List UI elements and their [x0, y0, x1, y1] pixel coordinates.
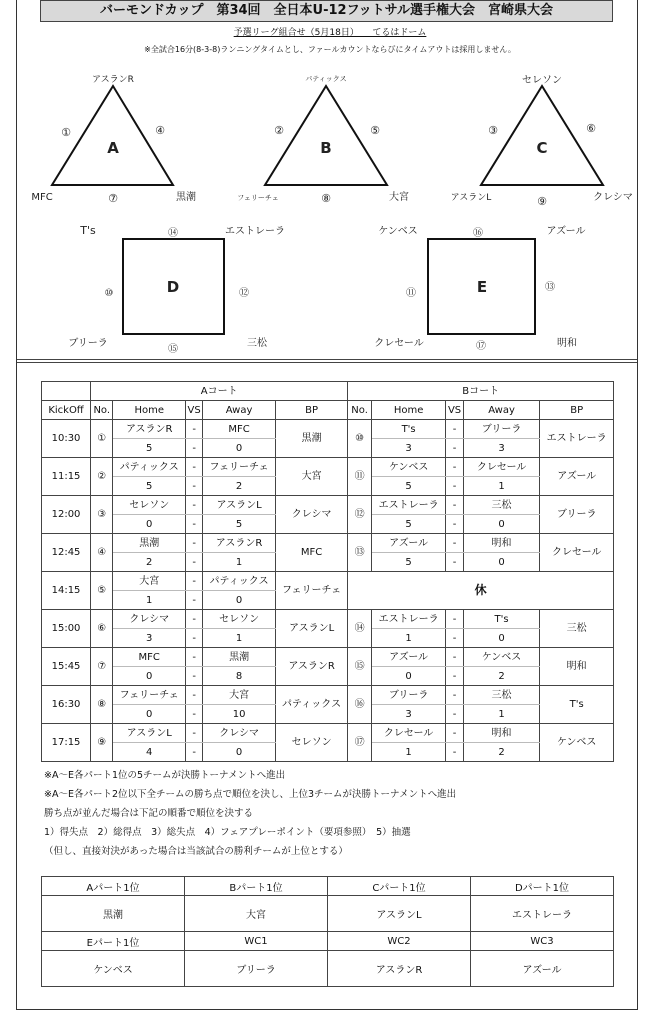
kickoff-time: 11:15 [42, 458, 91, 496]
schedule-body [42, 420, 614, 762]
away-score: 8 [203, 667, 276, 686]
group-diagrams [0, 60, 660, 360]
match-number: ⑪ [348, 458, 371, 496]
qualifier-label: WC1 [185, 932, 328, 951]
match-number: ⑬ [348, 534, 371, 572]
home-score: 5 [113, 477, 186, 496]
home-score: 4 [113, 743, 186, 762]
vs-separator: - [185, 572, 202, 591]
col-vs: VS [185, 401, 202, 420]
bp-team: セレソン [275, 724, 348, 762]
vs-separator: - [185, 496, 202, 515]
group-b [237, 75, 409, 205]
group-e-match-top: ⑯ [473, 228, 483, 239]
vs-separator: - [185, 553, 202, 572]
group-e-team-tr: アズール [546, 226, 586, 237]
bp-team: ブリーラ [540, 496, 614, 534]
qualifier-team: アズール [471, 951, 614, 987]
match-number: ⑩ [348, 420, 371, 458]
qualifier-label: WC3 [471, 932, 614, 951]
court-header-row [42, 382, 614, 401]
away-team: クレセール [463, 458, 540, 477]
home-team: エストレーラ [371, 610, 446, 629]
note-line: （但し、直接対決があった場合は当該試合の勝利チームが上位とする） [44, 846, 348, 857]
match-number: ⑰ [348, 724, 371, 762]
bp-team: アスランR [275, 648, 348, 686]
bp-team: パティックス [275, 686, 348, 724]
vs-separator: - [185, 458, 202, 477]
away-team: アスランR [203, 534, 276, 553]
home-team: セレソン [113, 496, 186, 515]
group-a-label: A [107, 139, 119, 157]
group-d-match-top: ⑭ [168, 228, 178, 239]
match-row [42, 496, 614, 515]
vs-separator: - [446, 496, 463, 515]
home-team: ブリーラ [371, 686, 446, 705]
col-no: No. [348, 401, 371, 420]
home-team: クレセール [371, 724, 446, 743]
bp-team: ケンベス [540, 724, 614, 762]
qualifier-label: WC2 [328, 932, 471, 951]
group-c-match-right: ⑥ [586, 122, 596, 135]
vs-separator: - [185, 724, 202, 743]
away-team: 明和 [463, 534, 540, 553]
bp-team: 明和 [540, 648, 614, 686]
match-row [42, 610, 614, 629]
qualifier-label-row [42, 932, 614, 951]
section-divider [17, 362, 637, 363]
group-d [68, 224, 285, 355]
group-a [31, 74, 196, 205]
qualifier-team: 黒潮 [42, 896, 185, 932]
match-number: ⑤ [91, 572, 113, 610]
group-b-match-right: ⑤ [370, 124, 380, 137]
vs-separator: - [185, 705, 202, 724]
home-team: エストレーラ [371, 496, 446, 515]
home-team: フェリーチェ [113, 686, 186, 705]
bp-team: T's [540, 686, 614, 724]
col-home: Home [371, 401, 446, 420]
kickoff-time: 15:00 [42, 610, 91, 648]
vs-separator: - [446, 648, 463, 667]
group-a-team-top: アスランR [92, 75, 134, 85]
match-row [42, 458, 614, 477]
match-number: ⑨ [91, 724, 113, 762]
home-score: 0 [113, 515, 186, 534]
match-number: ② [91, 458, 113, 496]
match-number: ⑯ [348, 686, 371, 724]
qualifier-team: ブリーラ [185, 951, 328, 987]
vs-separator: - [446, 553, 463, 572]
home-score: 5 [371, 515, 446, 534]
court-a-header: Aコート [91, 382, 348, 401]
page-title: バーモンドカップ 第34回 全日本U-12フットサル選手権大会 宮崎県大会 [40, 0, 613, 22]
group-d-match-right: ⑫ [239, 288, 249, 299]
home-score: 1 [371, 743, 446, 762]
home-score: 0 [113, 705, 186, 724]
group-a-team-left: MFC [31, 192, 53, 203]
vs-separator: - [446, 686, 463, 705]
away-team: 黒潮 [203, 648, 276, 667]
match-number: ① [91, 420, 113, 458]
group-d-team-tl: T's [80, 224, 96, 237]
group-c-team-left: アスランL [450, 193, 492, 203]
bp-team: エストレーラ [540, 420, 614, 458]
vs-separator: - [185, 439, 202, 458]
away-score: 1 [463, 705, 540, 724]
qualifier-label: Eパート1位 [42, 932, 185, 951]
bp-team: 黒潮 [275, 420, 348, 458]
note-line: ※A～E各パート2位以下全チームの勝ち点で順位を決し、上位3チームが決勝トーナメントへ進出 [44, 789, 457, 800]
bp-team: フェリーチェ [275, 572, 348, 610]
match-number: ⑭ [348, 610, 371, 648]
qualifier-team-row [42, 896, 614, 932]
vs-separator: - [185, 648, 202, 667]
match-number: ⑥ [91, 610, 113, 648]
group-e-label: E [476, 278, 488, 296]
home-team: MFC [113, 648, 186, 667]
away-team: アスランL [203, 496, 276, 515]
vs-separator: - [446, 458, 463, 477]
vs-separator: - [446, 477, 463, 496]
home-score: 3 [371, 705, 446, 724]
group-b-team-top: パティックス [305, 75, 347, 83]
vs-separator: - [185, 743, 202, 762]
qualifier-team: 大宮 [185, 896, 328, 932]
vs-separator: - [446, 610, 463, 629]
away-score: 1 [203, 629, 276, 648]
qualifier-team: エストレーラ [471, 896, 614, 932]
away-team: T's [463, 610, 540, 629]
match-row [42, 686, 614, 705]
home-team: 大宮 [113, 572, 186, 591]
home-score: 5 [371, 477, 446, 496]
note-line: 勝ち点が並んだ場合は下記の順番で順位を決する [44, 808, 254, 819]
notes [44, 766, 456, 861]
kickoff-time: 12:45 [42, 534, 91, 572]
home-score: 5 [113, 439, 186, 458]
home-score: 3 [113, 629, 186, 648]
home-score: 1 [371, 629, 446, 648]
bp-team: アズール [540, 458, 614, 496]
qualifier-label-row [42, 877, 614, 896]
vs-separator: - [185, 629, 202, 648]
qualifier-team-row [42, 951, 614, 987]
bp-team: アスランL [275, 610, 348, 648]
vs-separator: - [446, 534, 463, 553]
group-e-match-right: ⑬ [545, 282, 555, 293]
col-away: Away [463, 401, 540, 420]
home-score: 5 [371, 553, 446, 572]
group-a-match-right: ④ [155, 124, 165, 137]
vs-separator: - [185, 686, 202, 705]
group-c-label: C [536, 139, 548, 157]
away-team: MFC [203, 420, 276, 439]
vs-separator: - [185, 610, 202, 629]
group-d-label: D [166, 278, 180, 296]
bp-team: 大宮 [275, 458, 348, 496]
away-team: クレシマ [203, 724, 276, 743]
vs-separator: - [446, 743, 463, 762]
home-score: 1 [113, 591, 186, 610]
kickoff-time: 17:15 [42, 724, 91, 762]
away-score: 0 [463, 515, 540, 534]
qualifiers-table [41, 876, 614, 987]
kickoff-time: 16:30 [42, 686, 91, 724]
qualifier-label: Dパート1位 [471, 877, 614, 896]
group-e-team-tl: ケンベス [378, 226, 418, 237]
away-score: 1 [203, 553, 276, 572]
qualifier-label: Bパート1位 [185, 877, 328, 896]
home-team: アズール [371, 648, 446, 667]
away-team: フェリーチェ [203, 458, 276, 477]
vs-separator: - [446, 724, 463, 743]
home-team: アズール [371, 534, 446, 553]
rest-cell: 休 [348, 572, 614, 610]
match-row [42, 648, 614, 667]
home-score: 0 [113, 667, 186, 686]
schedule-table [41, 381, 614, 762]
group-d-match-left: ⑩ [104, 288, 114, 299]
vs-separator: - [446, 420, 463, 439]
col-bp: BP [275, 401, 348, 420]
vs-separator: - [446, 439, 463, 458]
subtitle: 予選リーグ組合せ（5月18日） てるはドーム [233, 28, 427, 38]
away-score: 0 [463, 553, 540, 572]
group-e-match-bottom: ⑰ [476, 341, 486, 352]
col-kickoff: KickOff [42, 401, 91, 420]
group-c-team-top: セレソン [522, 75, 562, 86]
away-team: 三松 [463, 686, 540, 705]
section-divider [17, 359, 637, 360]
match-row [42, 534, 614, 553]
group-d-team-bl: ブリーラ [68, 338, 108, 349]
group-d-match-bottom: ⑮ [168, 344, 178, 355]
vs-separator: - [185, 667, 202, 686]
away-team: ブリーラ [463, 420, 540, 439]
away-score: 0 [203, 439, 276, 458]
bp-team: MFC [275, 534, 348, 572]
group-a-match-left: ① [61, 126, 71, 139]
group-a-match-bottom: ⑦ [108, 192, 118, 205]
vs-separator: - [185, 515, 202, 534]
bp-team: 三松 [540, 610, 614, 648]
bp-team: クレシマ [275, 496, 348, 534]
match-number: ⑧ [91, 686, 113, 724]
group-e-match-left: ⑪ [406, 288, 416, 299]
group-d-team-tr: エストレーラ [225, 226, 285, 237]
away-team: 三松 [463, 496, 540, 515]
home-team: パティックス [113, 458, 186, 477]
vs-separator: - [185, 534, 202, 553]
away-team: セレソン [203, 610, 276, 629]
away-team: ケンベス [463, 648, 540, 667]
home-score: 3 [371, 439, 446, 458]
home-team: ケンベス [371, 458, 446, 477]
away-score: 0 [463, 629, 540, 648]
away-team: 大宮 [203, 686, 276, 705]
group-d-team-br: 三松 [247, 338, 267, 349]
col-vs: VS [446, 401, 463, 420]
column-header-row [42, 401, 614, 420]
away-team: 明和 [463, 724, 540, 743]
col-no: No. [91, 401, 113, 420]
away-score: 10 [203, 705, 276, 724]
bp-team: クレセール [540, 534, 614, 572]
vs-separator: - [446, 667, 463, 686]
vs-separator: - [185, 591, 202, 610]
away-score: 1 [463, 477, 540, 496]
away-score: 5 [203, 515, 276, 534]
kickoff-time: 10:30 [42, 420, 91, 458]
group-b-match-bottom: ⑧ [321, 192, 331, 205]
vs-separator: - [185, 477, 202, 496]
vs-separator: - [446, 515, 463, 534]
home-team: アスランL [113, 724, 186, 743]
col-bp: BP [540, 401, 614, 420]
group-b-label: B [320, 139, 332, 157]
match-row [42, 420, 614, 439]
qualifier-label: Aパート1位 [42, 877, 185, 896]
group-c-team-right: クレシマ [593, 192, 633, 203]
away-score: 2 [203, 477, 276, 496]
group-c-triangle [481, 86, 603, 185]
home-score: 2 [113, 553, 186, 572]
match-number: ⑮ [348, 648, 371, 686]
home-team: クレシマ [113, 610, 186, 629]
col-away: Away [203, 401, 276, 420]
away-team: パティックス [203, 572, 276, 591]
group-c [451, 74, 633, 208]
vs-separator: - [185, 420, 202, 439]
group-e [374, 225, 585, 352]
col-home: Home [113, 401, 186, 420]
match-row [42, 724, 614, 743]
note-line: ※A～E各パート1位の5チームが決勝トーナメントへ進出 [44, 770, 286, 781]
group-e-team-br: 明和 [557, 338, 577, 349]
away-score: 3 [463, 439, 540, 458]
match-number: ④ [91, 534, 113, 572]
group-a-team-right: 黒潮 [176, 192, 196, 203]
qualifier-team: アスランR [328, 951, 471, 987]
kickoff-time: 15:45 [42, 648, 91, 686]
match-number: ⑫ [348, 496, 371, 534]
group-b-match-left: ② [274, 124, 284, 137]
match-number: ③ [91, 496, 113, 534]
group-c-match-left: ③ [488, 124, 498, 137]
vs-separator: - [446, 629, 463, 648]
group-e-team-bl: クレセール [374, 338, 424, 349]
court-b-header: Bコート [348, 382, 614, 401]
away-score: 2 [463, 667, 540, 686]
note-line: 1）得失点 2）総得点 3）総失点 4）フェアプレーポイント（要項参照） 5）抽選 [44, 827, 411, 838]
away-score: 0 [203, 591, 276, 610]
qualifier-team: ケンベス [42, 951, 185, 987]
group-b-team-right: 大宮 [389, 192, 409, 203]
rules-note: ※全試合16分(8-3-8)ランニングタイムとし、ファールカウントならびにタイムアウトは採用しません。 [144, 45, 516, 54]
home-score: 0 [371, 667, 446, 686]
home-team: 黒潮 [113, 534, 186, 553]
away-score: 2 [463, 743, 540, 762]
away-score: 0 [203, 743, 276, 762]
qualifier-team: アスランL [328, 896, 471, 932]
match-row [42, 572, 614, 591]
qualifier-label: Cパート1位 [328, 877, 471, 896]
match-number: ⑦ [91, 648, 113, 686]
vs-separator: - [446, 705, 463, 724]
kickoff-time: 14:15 [42, 572, 91, 610]
home-team: アスランR [113, 420, 186, 439]
home-team: T's [371, 420, 446, 439]
group-b-team-left: フェリーチェ [237, 194, 279, 202]
kickoff-time: 12:00 [42, 496, 91, 534]
group-c-match-bottom: ⑨ [537, 195, 547, 208]
